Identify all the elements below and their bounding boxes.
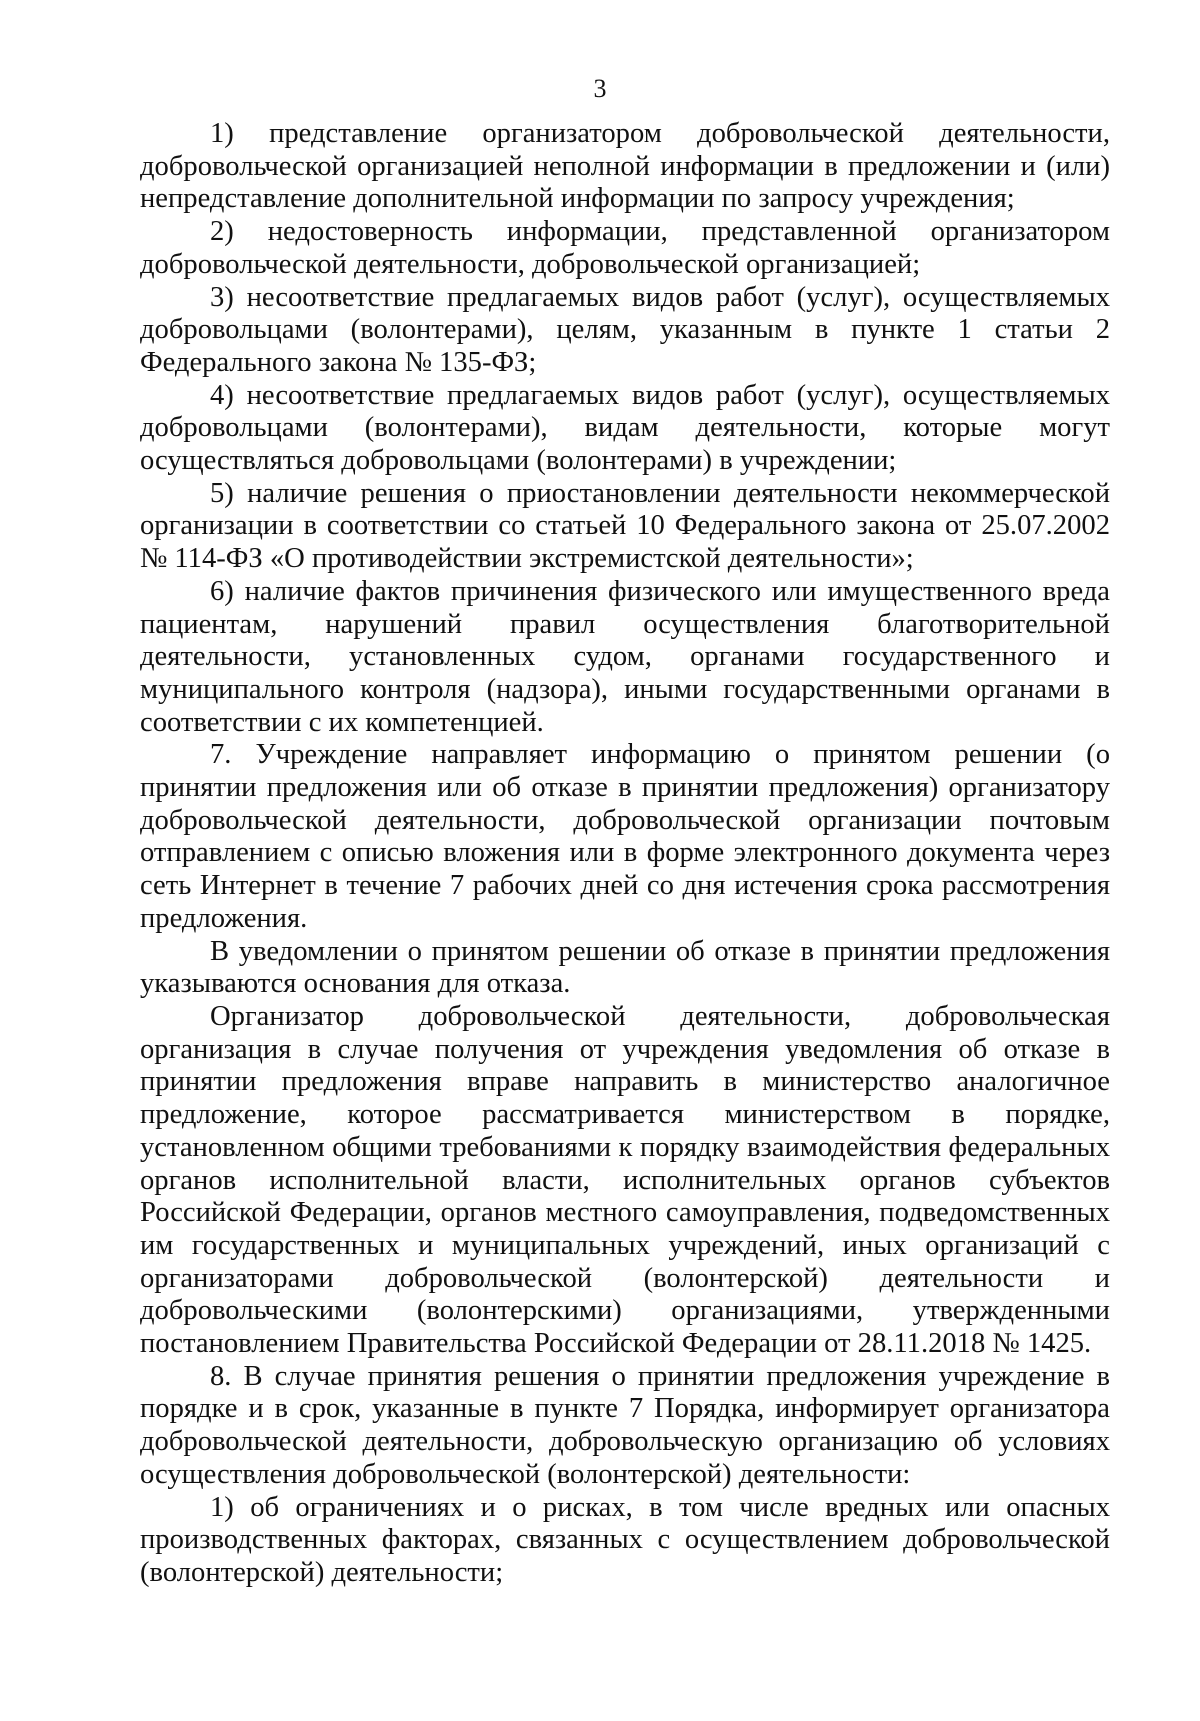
paragraph-item-5: 5) наличие решения о приостановлении деятельности некоммерческой организации в соответствии со статьей 10 Федерального закона от 25.07.2002 № 114-ФЗ «О противодействии экстремистской деятельности»; xyxy=(140,477,1110,575)
paragraph-item-1: 1) представление организатором добровольческой деятельности, добровольческой организацией неполной информации в предложении и (или) непредставление дополнительной информации по запросу учреждения; xyxy=(140,118,1110,215)
paragraph-clause-7: 7. Учреждение направляет информацию о принятом решении (о принятии предложения или об отказе в принятии предложения) организатору добровольческой деятельности, добровольческой организации почтовым отправлением с описью вложения или в форме электронного документа через сеть Интернет в течение 7 рабочих дней со дня истечения срока рассмотрения предложения. xyxy=(140,739,1110,934)
paragraph-item-4: 4) несоответствие предлагаемых видов работ (услуг), осуществляемых добровольцами (волонтерами), видам деятельности, которые могут осуществляться добровольцами (волонтерами) в учреждении; xyxy=(140,379,1110,477)
document-body xyxy=(140,118,1110,1590)
paragraph-refusal-notice: В уведомлении о принятом решении об отказе в принятии предложения указываются основания для отказа. xyxy=(140,935,1110,1000)
paragraph-clause-8-item-1: 1) об ограничениях и о рисках, в том числе вредных или опасных производственных факторах, связанных с осуществлением добровольческой (волонтерской) деятельности; xyxy=(140,1491,1110,1588)
paragraph-item-2: 2) недостоверность информации, представленной организатором добровольческой деятельности, добровольческой организацией; xyxy=(140,216,1110,280)
page-number: 3 xyxy=(593,74,607,103)
paragraph-item-3: 3) несоответствие предлагаемых видов работ (услуг), осуществляемых добровольцами (волонтерами), целям, указанным в пункте 1 статьи 2 Федерального закона № 135-ФЗ; xyxy=(140,281,1110,378)
paragraph-item-6: 6) наличие фактов причинения физического или имущественного вреда пациентам, нарушений правил осуществления благотворительной деятельности, установленных судом, органами государственного и муниципального контроля (надзора), иными государственными органами в соответствии с их компетенцией. xyxy=(140,575,1110,738)
paragraph-ministry-appeal: Организатор добровольческой деятельности, добровольческая организация в случае получения от учреждения уведомления об отказе в принятии предложения вправе направить в министерство аналогичное предложение, которое рассматривается министерством в порядке, установленном общими требованиями к порядку взаимодействия федеральных органов исполнительной власти, исполнительных органов субъектов Российской Федерации, органов местного самоуправления, подведомственных им государственных и муниципальных учреждений, иных организаций с организаторами добровольческой (волонтерской) деятельности и добровольческими (волонтерскими) организациями, утвержденными постановлением Правительства Российской Федерации от 28.11.2018 № 1425. xyxy=(140,1000,1110,1360)
paragraph-clause-8: 8. В случае принятия решения о принятии предложения учреждение в порядке и в срок, указанные в пункте 7 Порядка, информирует организатора добровольческой деятельности, добровольческую организацию об условиях осуществления добровольческой (волонтерской) деятельности: xyxy=(140,1360,1110,1490)
